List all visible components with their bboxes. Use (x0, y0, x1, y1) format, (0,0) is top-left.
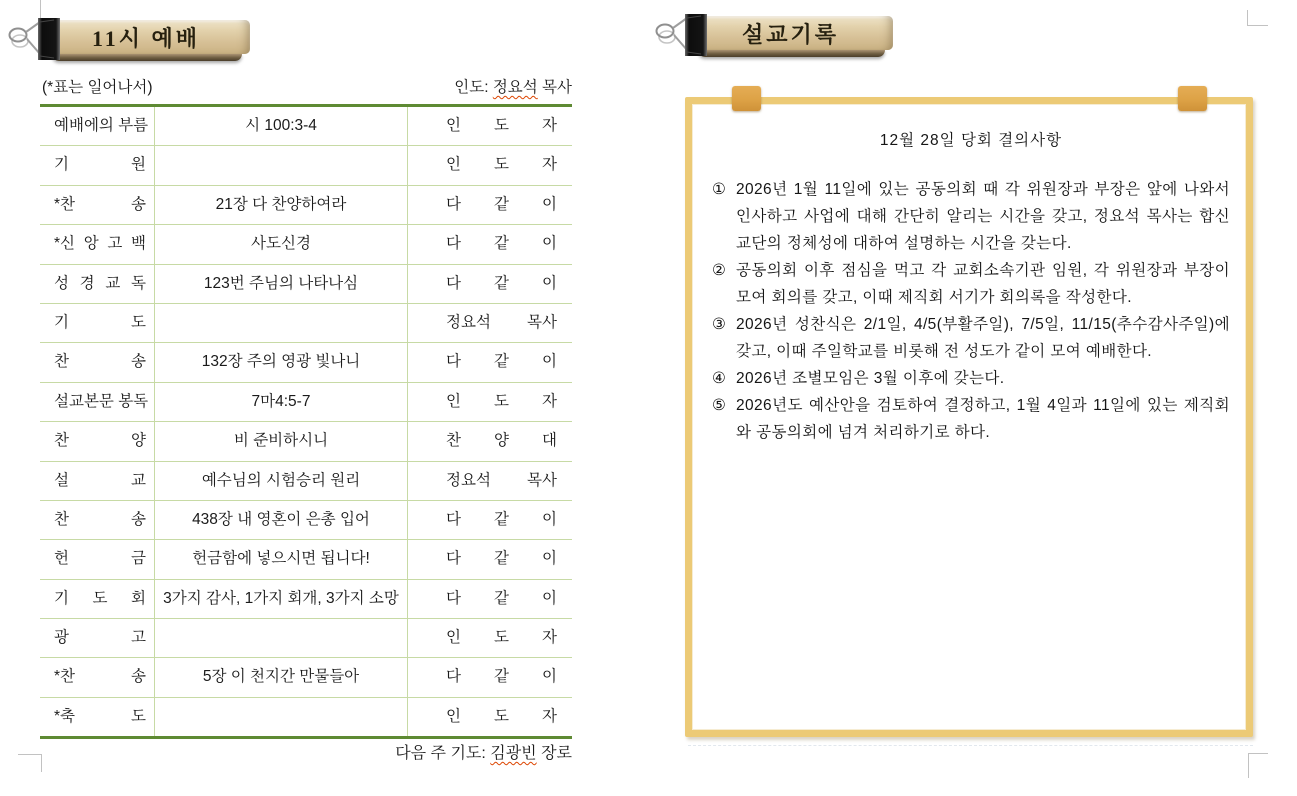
decision-title: 12월 28일 당회 결의사항 (879, 132, 1063, 149)
item-text: 2026년도 예산안을 검토하여 결정하고, 1월 4일과 11일에 있는 제직회와 공동의회에 넘겨 처리하기로 하다. (736, 397, 1230, 441)
ribbon (688, 16, 893, 50)
table-row (40, 265, 572, 304)
cell-by: 인 도 자 (446, 707, 557, 725)
cell-item: *축 도 (40, 698, 155, 736)
decision-items (712, 176, 1230, 446)
cell-item: 기 원 (40, 146, 155, 184)
table-row (40, 501, 572, 540)
cell-by: 정요석 목사 (446, 471, 557, 489)
binder-clip-icon (655, 10, 711, 58)
cell-content: 예수님의 시험승리 원리 (155, 462, 408, 500)
decision-item (712, 365, 1230, 392)
standing-note: (*표는 일어나서) (42, 79, 153, 96)
cell-item: *찬 송 (40, 186, 155, 224)
page-boundary-mark (1247, 10, 1248, 26)
cell-item: 설 교 (40, 462, 155, 500)
cell-content (155, 619, 408, 657)
item-text: 공동의회 이후 점심을 먹고 각 교회소속기관 임원, 각 위원장과 부장이 모여 회의를 갖고, 이때 제직회 서기가 회의록을 작성한다. (736, 262, 1230, 306)
cell-content: 시 100:3-4 (155, 107, 408, 145)
table-row (40, 304, 572, 343)
cell-item: 광 고 (40, 619, 155, 657)
cell-by: 다 같 이 (446, 589, 557, 607)
item-number: ⑤ (712, 397, 726, 414)
decision-box-content (705, 104, 1237, 730)
cell-content: 7마4:5-7 (155, 383, 408, 421)
decision-item (712, 257, 1230, 311)
item-number: ④ (712, 370, 726, 387)
cell-item: 성 경 교 독 (40, 265, 155, 303)
item-number: ① (712, 181, 726, 198)
table-row (40, 186, 572, 225)
binder-clip-icon (8, 14, 64, 62)
decision-item (712, 176, 1230, 257)
table-row (40, 383, 572, 422)
cell-by: 다 같 이 (446, 195, 557, 213)
cell-content: 123번 주님의 나타나심 (155, 265, 408, 303)
cell-content (155, 304, 408, 342)
item-number: ③ (712, 316, 726, 333)
item-text: 2026년 조별모임은 3월 이후에 갖는다. (736, 370, 1005, 387)
cell-item: *신 앙 고 백 (40, 225, 155, 263)
cell-content (155, 146, 408, 184)
item-number: ② (712, 262, 726, 279)
cell-by: 인 도 자 (446, 156, 557, 174)
decision-box (685, 97, 1253, 737)
item-text: 2026년 성찬식은 2/1일, 4/5(부활주일), 7/5일, 11/15(추수감사주일)에 갖고, 이때 주일학교를 비롯해 전 성도가 같이 모여 예배한다. (736, 316, 1230, 360)
ribbon (42, 20, 250, 54)
table-row (40, 422, 572, 461)
cell-content (155, 698, 408, 736)
cell-content: 132장 주의 영광 빛나니 (155, 343, 408, 381)
cell-item: 기 도 (40, 304, 155, 342)
cell-item: 기 도 회 (40, 580, 155, 618)
cell-by: 다 같 이 (446, 353, 557, 371)
tape-tab (1178, 86, 1207, 111)
cell-by: 찬 양 대 (446, 432, 557, 450)
table-row (40, 540, 572, 579)
table-row (40, 462, 572, 501)
cell-item: 찬 송 (40, 343, 155, 381)
cell-item: 헌 금 (40, 540, 155, 578)
table-row (40, 225, 572, 264)
cell-by: 다 같 이 (446, 274, 557, 292)
cell-by: 인 도 자 (446, 392, 557, 410)
cell-item: 찬 양 (40, 422, 155, 460)
decision-item (712, 311, 1230, 365)
table-row (40, 343, 572, 382)
cell-content: 헌금함에 넣으시면 됩니다! (155, 540, 408, 578)
cell-by: 인 도 자 (446, 117, 557, 134)
cell-by: 다 같 이 (446, 550, 557, 568)
page-boundary-mark (1248, 753, 1268, 754)
cell-by: 정요석 목사 (446, 313, 557, 331)
cell-content: 비 준비하시니 (155, 422, 408, 460)
cell-by: 인 도 자 (446, 629, 557, 647)
table-row (40, 580, 572, 619)
worship-table (40, 104, 572, 739)
decision-item (712, 392, 1230, 446)
tape-tab (732, 86, 761, 111)
table-row (40, 658, 572, 697)
service-leader: 인도: 정요석 목사 (454, 79, 572, 96)
leader-name: 정요석 (492, 79, 538, 96)
cell-item: 찬 송 (40, 501, 155, 539)
table-row (40, 698, 572, 736)
item-text: 2026년 1월 11일에 있는 공동의회 때 각 위원장과 부장은 앞에 나와서 인사하고 사업에 대해 간단히 알리는 시간을 갖고, 정요석 목사는 합신 교단의 정체성에 대하여 설명하는 시간을 갖는다. (736, 181, 1230, 252)
ribbon-fold (52, 54, 242, 61)
cell-item: 예배에의 부름 (40, 107, 155, 145)
cell-content: 438장 내 영혼이 은총 입어 (155, 501, 408, 539)
next-week-prayer: 다음 주 기도: 김광빈 장로 (395, 745, 572, 762)
cell-item: 설교본문 봉독 (40, 383, 155, 421)
worship-table-rows (40, 107, 572, 736)
page-boundary-mark (1248, 753, 1249, 778)
cell-by: 다 같 이 (446, 668, 557, 686)
cell-item: *찬 송 (40, 658, 155, 696)
cell-by: 다 같 이 (446, 235, 557, 253)
table-row (40, 619, 572, 658)
cell-content: 21장 다 찬양하여라 (155, 186, 408, 224)
worship-subhead (42, 75, 572, 97)
cell-content: 3가지 감사, 1가지 회개, 3가지 소망 (155, 580, 408, 618)
table-row (40, 107, 572, 146)
banner-title: 11시 예배 (91, 25, 201, 51)
cell-content: 사도신경 (155, 225, 408, 263)
prayer-name: 김광빈 (490, 745, 537, 762)
table-row (40, 146, 572, 185)
page-boundary-mark (18, 754, 42, 755)
ribbon-fold (698, 50, 885, 57)
cell-by: 다 같 이 (446, 510, 557, 528)
text-boundary-line (688, 745, 1253, 746)
page-boundary-mark (1247, 25, 1268, 26)
banner-title: 설교기록 (741, 21, 839, 47)
cell-content: 5장 이 천지간 만물들아 (155, 658, 408, 696)
